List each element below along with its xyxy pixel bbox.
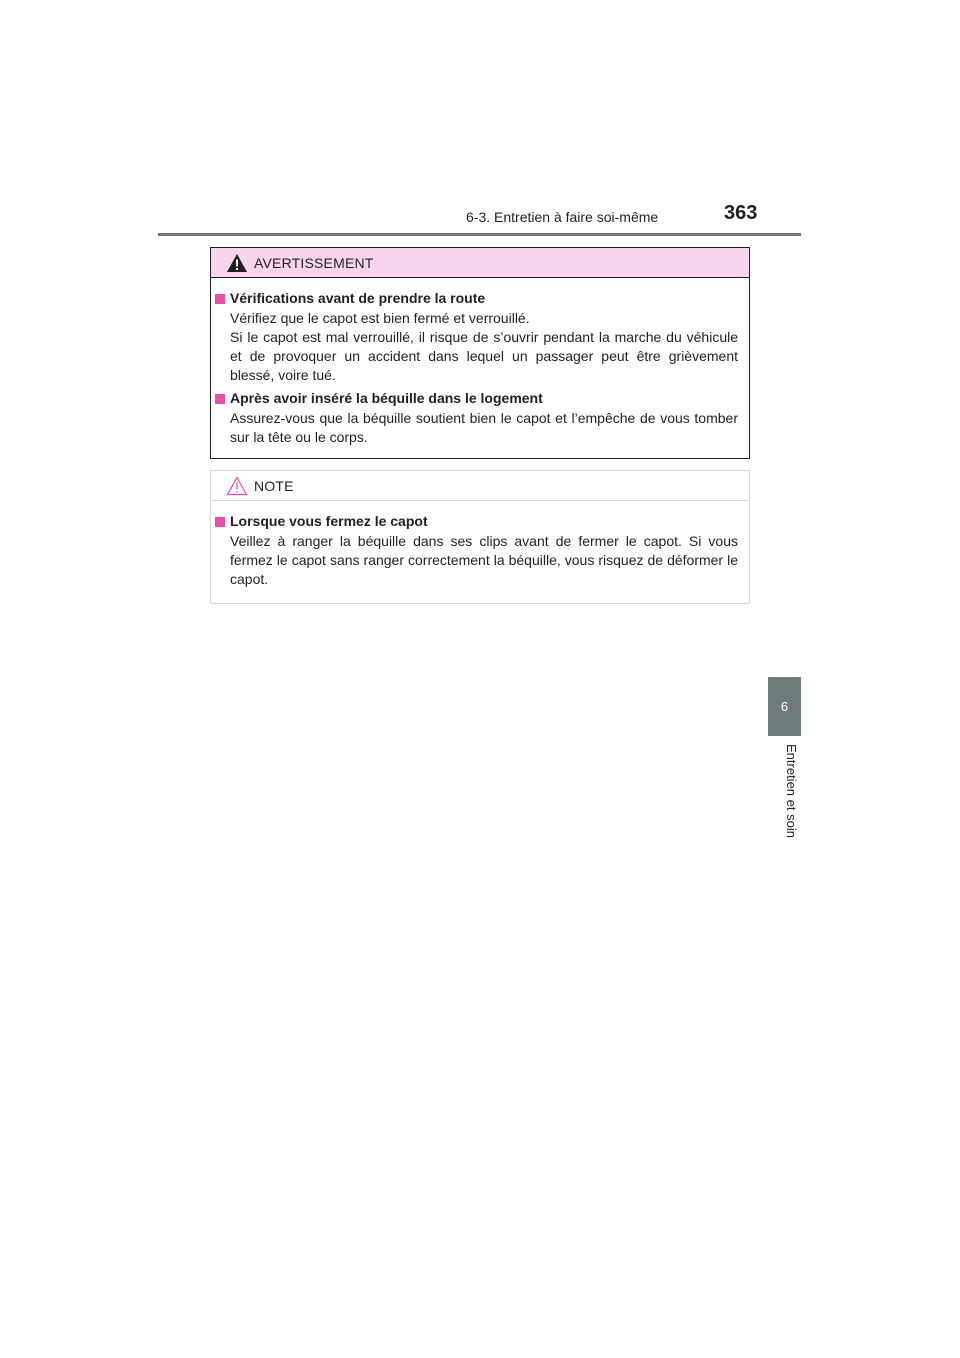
warning-item-heading: Vérifications avant de prendre la route	[230, 290, 486, 306]
note-item-text: Veillez à ranger la béquille dans ses clips avant de fermer le capot. Si vous fermez le capot sans ranger correctement la béquille, vous risquez de déformer le capot.	[230, 533, 738, 587]
warning-item-text: Si le capot est mal verrouillé, il risque de s’ouvrir pendant la marche du véhicule et de provoquer un accident dans lequel un passager peut être grièvement blessé, voire tué.	[230, 329, 738, 383]
square-bullet-icon	[215, 517, 225, 527]
note-title: NOTE	[254, 477, 294, 494]
square-bullet-icon	[215, 394, 225, 404]
warning-body	[211, 278, 749, 447]
warning-header	[211, 248, 749, 278]
note-header	[211, 471, 749, 501]
warning-item-text: Vérifiez que le capot est bien fermé et verrouillé.	[230, 310, 530, 326]
page-number: 363	[724, 202, 758, 224]
warning-title: AVERTISSEMENT	[254, 254, 374, 271]
note-item	[215, 512, 738, 589]
warning-item-text: Assurez-vous que la béquille soutient bien le capot et l’empêche de vous tomber sur la tête ou le corps.	[230, 410, 738, 445]
chapter-title: Entretien et soin	[784, 744, 799, 838]
note-item-heading: Lorsque vous fermez le capot	[230, 513, 428, 529]
section-title: 6-3. Entretien à faire soi-même	[466, 209, 659, 225]
caution-outline-triangle-icon	[226, 476, 248, 496]
note-body	[211, 501, 749, 589]
warning-box	[210, 247, 750, 459]
header-divider	[158, 233, 801, 236]
chapter-number: 6	[780, 699, 789, 714]
square-bullet-icon	[215, 294, 225, 304]
note-box	[210, 470, 750, 604]
chapter-tab	[768, 677, 801, 736]
warning-item	[215, 289, 738, 385]
warning-item	[215, 389, 738, 447]
warning-item-heading: Après avoir inséré la béquille dans le logement	[230, 390, 543, 406]
warning-triangle-icon	[226, 253, 248, 273]
